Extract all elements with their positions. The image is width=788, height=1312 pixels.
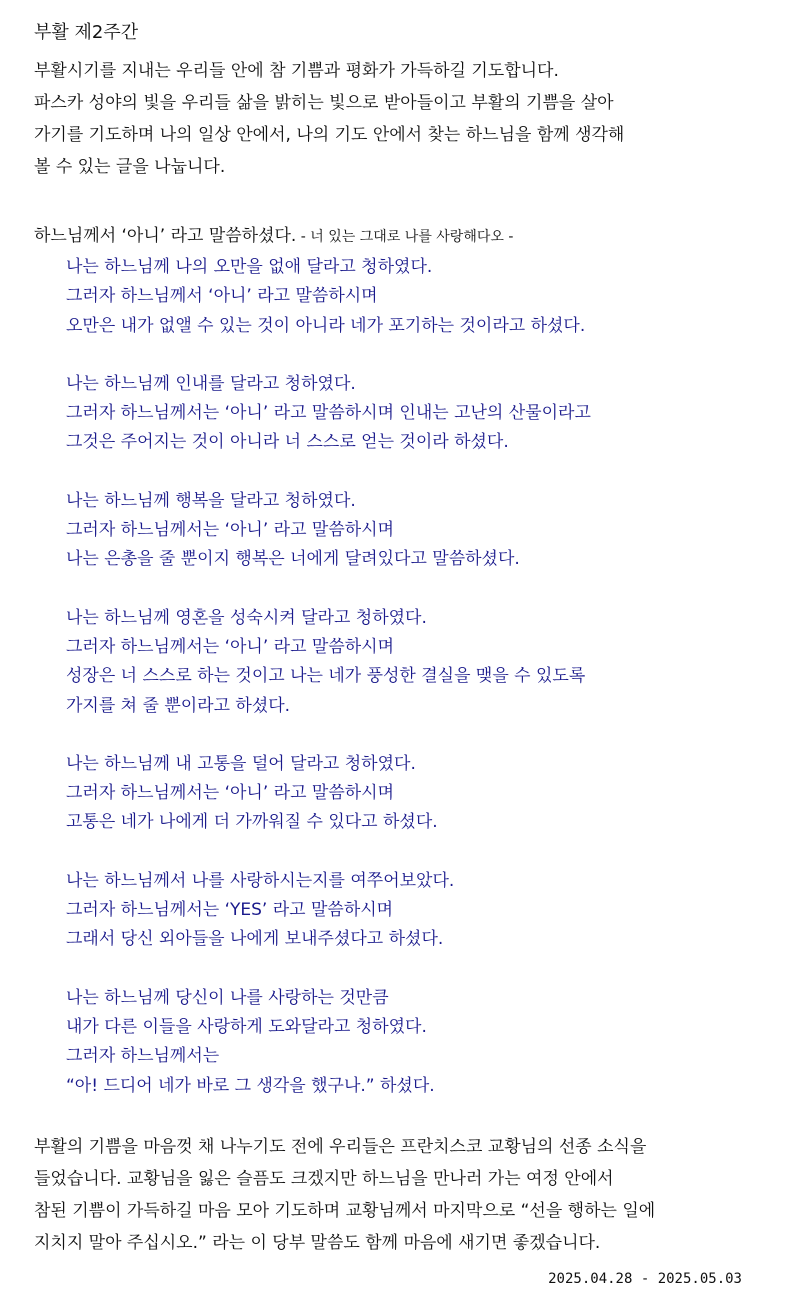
poem-line: 그러자 하느님께서 ‘아니’ 라고 말씀하시며 bbox=[66, 286, 378, 307]
poem-stanza bbox=[66, 750, 766, 838]
poem-line: 그러자 하느님께서는 ‘아니’ 라고 말씀하시며 bbox=[66, 783, 395, 804]
poem-heading-subtitle: - 너 있는 그대로 나를 사랑해다오 - bbox=[296, 229, 514, 245]
poem-line: 오만은 내가 없앨 수 있는 것이 아니라 네가 포기하는 것이라고 하셨다. bbox=[66, 315, 586, 336]
poem-line: 가지를 쳐 줄 뿐이라고 하셨다. bbox=[66, 695, 291, 716]
page-title: 부활 제2주간 bbox=[34, 22, 139, 43]
poem-body bbox=[66, 253, 766, 1130]
poem-line: 나는 하느님께 당신이 나를 사랑하는 것만큼 bbox=[66, 987, 389, 1008]
poem-line: 나는 하느님께서 나를 사랑하시는지를 여쭈어보았다. bbox=[66, 870, 455, 891]
intro-paragraph bbox=[34, 55, 754, 183]
poem-line: 나는 은총을 줄 뿐이지 행복은 너에게 달려있다고 말씀하셨다. bbox=[66, 549, 520, 570]
poem-line: 그러자 하느님께서는 ‘아니’ 라고 말씀하시며 bbox=[66, 520, 395, 541]
poem-line: 성장은 너 스스로 하는 것이고 나는 네가 풍성한 결실을 맺을 수 있도록 bbox=[66, 666, 586, 687]
poem-heading-main: 하느님께서 ‘아니’ 라고 말씀하셨다. bbox=[34, 226, 297, 246]
poem-stanza bbox=[66, 253, 766, 341]
poem-stanza bbox=[66, 370, 766, 458]
closing-line: 지치지 말아 주십시오.” 라는 이 당부 말씀도 함께 마음에 새기면 좋겠습니다. bbox=[34, 1233, 601, 1253]
poem-line: 그러자 하느님께서는 bbox=[66, 1046, 220, 1067]
intro-line: 부활시기를 지내는 우리들 안에 참 기쁨과 평화가 가득하길 기도합니다. bbox=[34, 61, 559, 81]
poem-line: 나는 하느님께 인내를 달라고 청하였다. bbox=[66, 373, 356, 394]
poem-line: 그것은 주어지는 것이 아니라 너 스스로 얻는 것이라 하셨다. bbox=[66, 432, 509, 453]
poem-line: 그러자 하느님께서는 ‘아니’ 라고 말씀하시며 인내는 고난의 산물이라고 bbox=[66, 403, 591, 424]
closing-line: 부활의 기쁨을 마음껏 채 나누기도 전에 우리들은 프란치스코 교황님의 선종 소식을 bbox=[34, 1137, 647, 1157]
poem-heading bbox=[34, 221, 513, 252]
poem-line: 나는 하느님께 행복을 달라고 청하였다. bbox=[66, 490, 356, 511]
poem-line: 그러자 하느님께서는 ‘YES’ 라고 말씀하시며 bbox=[66, 900, 394, 921]
intro-line: 볼 수 있는 글을 나눕니다. bbox=[34, 157, 226, 177]
poem-line: 고통은 네가 나에게 더 가까워질 수 있다고 하셨다. bbox=[66, 812, 438, 833]
poem-line: 나는 하느님께 영혼을 성숙시켜 달라고 청하였다. bbox=[66, 607, 427, 628]
closing-paragraph bbox=[34, 1131, 754, 1259]
poem-line: 내가 다른 이들을 사랑하게 도와달라고 청하였다. bbox=[66, 1016, 427, 1037]
poem-stanza bbox=[66, 867, 766, 955]
poem-stanza bbox=[66, 984, 766, 1101]
intro-line: 파스카 성야의 빛을 우리들 삶을 밝히는 빛으로 받아들이고 부활의 기쁨을 살아 bbox=[34, 93, 614, 113]
closing-line: 들었습니다. 교황님을 잃은 슬픔도 크겠지만 하느님을 만나러 가는 여정 안에서 bbox=[34, 1169, 614, 1189]
poem-line: 그래서 당신 외아들을 나에게 보내주셨다고 하셨다. bbox=[66, 929, 444, 950]
poem-line: “아! 드디어 네가 바로 그 생각을 했구나.” 하셨다. bbox=[66, 1075, 435, 1096]
poem-line: 나는 하느님께 나의 오만을 없애 달라고 청하였다. bbox=[66, 257, 433, 277]
date-range: 2025.04.28 - 2025.05.03 bbox=[548, 1271, 742, 1287]
intro-line: 가기를 기도하며 나의 일상 안에서, 나의 기도 안에서 찾는 하느님을 함께 생각해 bbox=[34, 125, 625, 145]
poem-stanza bbox=[66, 604, 766, 721]
poem-stanza bbox=[66, 487, 766, 575]
closing-line: 참된 기쁨이 가득하길 마음 모아 기도하며 교황님께서 마지막으로 “선을 행하는 일에 bbox=[34, 1201, 656, 1221]
poem-line: 그러자 하느님께서는 ‘아니’ 라고 말씀하시며 bbox=[66, 636, 395, 657]
poem-line: 나는 하느님께 내 고통을 덜어 달라고 청하였다. bbox=[66, 753, 416, 774]
